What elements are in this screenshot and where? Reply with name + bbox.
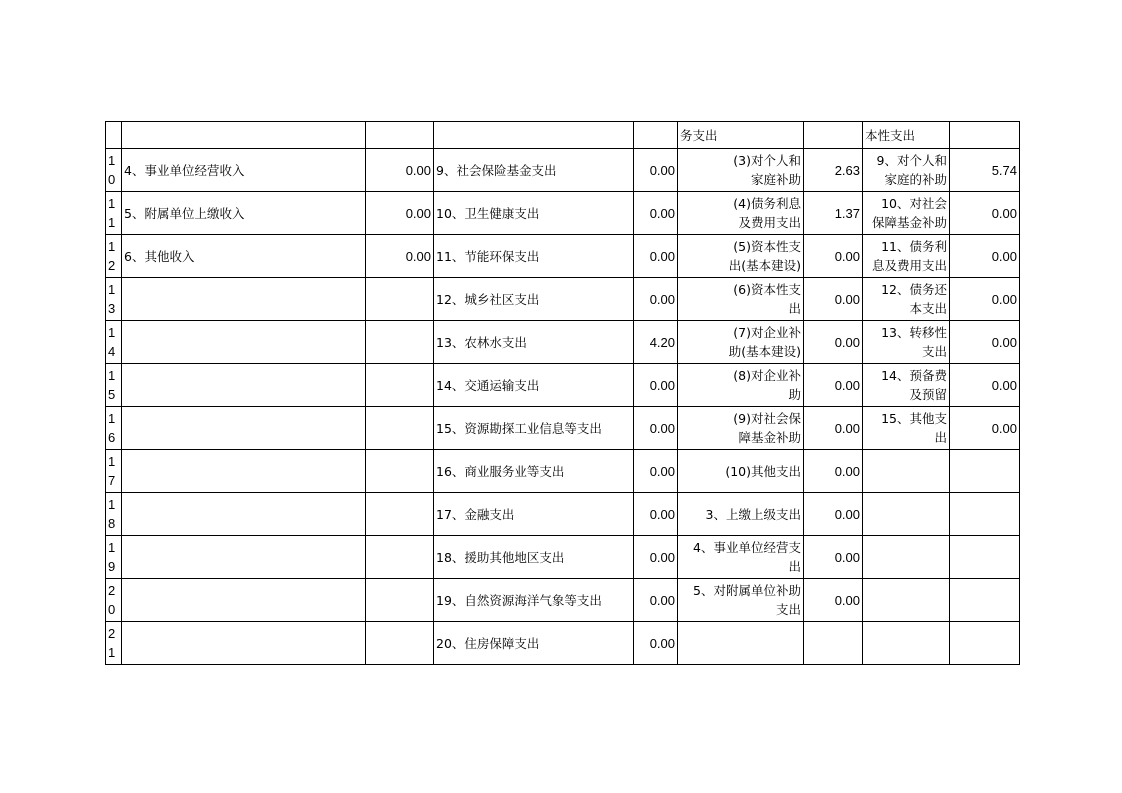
income-amount: 0.00 bbox=[366, 149, 434, 192]
expense-item: 12、城乡社区支出 bbox=[434, 278, 634, 321]
table-row bbox=[106, 192, 1020, 235]
row-index bbox=[106, 364, 122, 407]
row-index-digit: 1 bbox=[108, 368, 116, 383]
expense-amount: 0.00 bbox=[634, 622, 678, 665]
row-index bbox=[106, 235, 122, 278]
economic-amount: 0.00 bbox=[950, 364, 1020, 407]
income-item bbox=[122, 321, 366, 364]
economic-item bbox=[863, 364, 950, 407]
income-amount bbox=[366, 622, 434, 665]
economic-item-line: 出 bbox=[934, 430, 947, 445]
category-item bbox=[678, 192, 804, 235]
economic-item-line: 14、预备费 bbox=[881, 368, 947, 383]
economic-item-line: 12、债务还 bbox=[881, 282, 947, 297]
row-index bbox=[106, 450, 122, 493]
economic-item bbox=[863, 149, 950, 192]
table-row bbox=[106, 407, 1020, 450]
table-row bbox=[106, 149, 1020, 192]
expense-item: 9、社会保险基金支出 bbox=[434, 149, 634, 192]
category-item-line: 及费用支出 bbox=[738, 215, 801, 230]
category-item-line: 4、事业单位经营支 bbox=[693, 540, 801, 555]
row-index-digit: 1 bbox=[108, 411, 116, 426]
row-index-digit: 9 bbox=[108, 559, 116, 574]
category-item bbox=[678, 364, 804, 407]
category-item bbox=[678, 579, 804, 622]
category-item bbox=[678, 450, 804, 493]
expense-amount: 4.20 bbox=[634, 321, 678, 364]
income-item bbox=[122, 364, 366, 407]
row-index-digit: 3 bbox=[108, 301, 116, 316]
table-row bbox=[106, 622, 1020, 665]
row-index bbox=[106, 321, 122, 364]
header-cell-category-amount bbox=[804, 122, 863, 149]
expense-item: 10、卫生健康支出 bbox=[434, 192, 634, 235]
category-item-line: 助 bbox=[788, 387, 801, 402]
row-index-digit: 0 bbox=[108, 172, 116, 187]
header-cell-expense bbox=[434, 122, 634, 149]
row-index-digit: 7 bbox=[108, 473, 116, 488]
row-index bbox=[106, 149, 122, 192]
income-amount bbox=[366, 536, 434, 579]
economic-amount bbox=[950, 579, 1020, 622]
row-index bbox=[106, 407, 122, 450]
income-item: 6、其他收入 bbox=[122, 235, 366, 278]
income-amount bbox=[366, 407, 434, 450]
economic-amount: 0.00 bbox=[950, 235, 1020, 278]
row-index bbox=[106, 493, 122, 536]
expense-item: 16、商业服务业等支出 bbox=[434, 450, 634, 493]
income-amount: 0.00 bbox=[366, 235, 434, 278]
category-item-line: (6)资本性支 bbox=[733, 282, 801, 297]
expense-amount: 0.00 bbox=[634, 536, 678, 579]
economic-item-line: 11、债务利 bbox=[881, 239, 947, 254]
row-index-digit: 1 bbox=[108, 645, 116, 660]
economic-item bbox=[863, 192, 950, 235]
economic-item-line: 息及费用支出 bbox=[871, 258, 947, 273]
economic-item bbox=[863, 450, 950, 493]
category-item-line: 5、对附属单位补助 bbox=[693, 583, 801, 598]
expense-item: 11、节能环保支出 bbox=[434, 235, 634, 278]
category-amount: 1.37 bbox=[804, 192, 863, 235]
expense-item: 18、援助其他地区支出 bbox=[434, 536, 634, 579]
row-index bbox=[106, 536, 122, 579]
table-row bbox=[106, 536, 1020, 579]
table-row bbox=[106, 493, 1020, 536]
economic-item bbox=[863, 536, 950, 579]
table-row bbox=[106, 278, 1020, 321]
row-index-digit: 2 bbox=[108, 583, 116, 598]
economic-item bbox=[863, 321, 950, 364]
row-index-digit: 1 bbox=[108, 454, 116, 469]
expense-amount: 0.00 bbox=[634, 149, 678, 192]
expense-item: 20、住房保障支出 bbox=[434, 622, 634, 665]
table-row bbox=[106, 450, 1020, 493]
category-item-line: 出 bbox=[788, 301, 801, 316]
income-amount bbox=[366, 579, 434, 622]
header-cell-economic: 本性支出 bbox=[863, 122, 950, 149]
header-cell-expense-amount bbox=[634, 122, 678, 149]
category-amount: 0.00 bbox=[804, 450, 863, 493]
expense-amount: 0.00 bbox=[634, 364, 678, 407]
expense-amount: 0.00 bbox=[634, 493, 678, 536]
economic-item bbox=[863, 579, 950, 622]
header-cell-index bbox=[106, 122, 122, 149]
income-item bbox=[122, 450, 366, 493]
row-index-digit: 1 bbox=[108, 497, 116, 512]
economic-amount: 0.00 bbox=[950, 278, 1020, 321]
category-amount: 2.63 bbox=[804, 149, 863, 192]
row-index-digit: 2 bbox=[108, 626, 116, 641]
economic-item-line: 15、其他支 bbox=[881, 411, 947, 426]
expense-amount: 0.00 bbox=[634, 579, 678, 622]
economic-item-line: 家庭的补助 bbox=[884, 172, 947, 187]
expense-item: 15、资源勘探工业信息等支出 bbox=[434, 407, 634, 450]
row-index-digit: 6 bbox=[108, 430, 116, 445]
category-item-line: (10)其他支出 bbox=[725, 463, 801, 479]
expense-amount: 0.00 bbox=[634, 407, 678, 450]
economic-item bbox=[863, 622, 950, 665]
economic-item-line: 及预留 bbox=[909, 387, 947, 402]
table-row bbox=[106, 235, 1020, 278]
income-item bbox=[122, 493, 366, 536]
income-amount bbox=[366, 321, 434, 364]
budget-table bbox=[105, 121, 1020, 665]
economic-amount: 5.74 bbox=[950, 149, 1020, 192]
income-item: 4、事业单位经营收入 bbox=[122, 149, 366, 192]
row-index-digit: 1 bbox=[108, 196, 116, 211]
category-item-line: 出(基本建设) bbox=[728, 258, 801, 273]
economic-item bbox=[863, 235, 950, 278]
economic-amount bbox=[950, 622, 1020, 665]
row-index-digit: 4 bbox=[108, 344, 116, 359]
row-index-digit: 1 bbox=[108, 153, 116, 168]
income-item bbox=[122, 579, 366, 622]
category-amount: 0.00 bbox=[804, 278, 863, 321]
row-index-digit: 0 bbox=[108, 602, 116, 617]
expense-amount: 0.00 bbox=[634, 192, 678, 235]
economic-item-line: 本支出 bbox=[909, 301, 947, 316]
category-item bbox=[678, 536, 804, 579]
category-item-line: 障基金补助 bbox=[738, 430, 801, 445]
row-index-digit: 8 bbox=[108, 516, 116, 531]
expense-amount: 0.00 bbox=[634, 235, 678, 278]
income-item: 5、附属单位上缴收入 bbox=[122, 192, 366, 235]
category-item-line: 出 bbox=[788, 559, 801, 574]
income-amount bbox=[366, 450, 434, 493]
row-index-digit: 1 bbox=[108, 239, 116, 254]
economic-item-line: 13、转移性 bbox=[881, 325, 947, 340]
income-item bbox=[122, 622, 366, 665]
table-row bbox=[106, 579, 1020, 622]
economic-amount: 0.00 bbox=[950, 321, 1020, 364]
economic-amount bbox=[950, 493, 1020, 536]
category-amount bbox=[804, 622, 863, 665]
table-row bbox=[106, 364, 1020, 407]
header-cell-income bbox=[122, 122, 366, 149]
economic-item bbox=[863, 407, 950, 450]
category-item-line: 家庭补助 bbox=[750, 172, 801, 187]
income-amount bbox=[366, 364, 434, 407]
expense-item: 17、金融支出 bbox=[434, 493, 634, 536]
category-item-line: 支出 bbox=[775, 602, 801, 617]
category-amount: 0.00 bbox=[804, 579, 863, 622]
table-row bbox=[106, 321, 1020, 364]
header-cell-income-amount bbox=[366, 122, 434, 149]
category-item-line: (9)对社会保 bbox=[733, 411, 801, 426]
category-item bbox=[678, 493, 804, 536]
category-amount: 0.00 bbox=[804, 536, 863, 579]
economic-item-line: 支出 bbox=[921, 344, 947, 359]
row-index-digit: 5 bbox=[108, 387, 116, 402]
row-index bbox=[106, 622, 122, 665]
income-item bbox=[122, 536, 366, 579]
expense-item: 19、自然资源海洋气象等支出 bbox=[434, 579, 634, 622]
economic-item bbox=[863, 278, 950, 321]
category-item-line: (7)对企业补 bbox=[733, 325, 801, 340]
row-index-digit: 1 bbox=[108, 215, 116, 230]
expense-amount: 0.00 bbox=[634, 450, 678, 493]
header-row bbox=[106, 122, 1020, 149]
category-amount: 0.00 bbox=[804, 321, 863, 364]
economic-amount: 0.00 bbox=[950, 192, 1020, 235]
income-amount bbox=[366, 493, 434, 536]
expense-item: 14、交通运输支出 bbox=[434, 364, 634, 407]
category-item-line: (5)资本性支 bbox=[733, 239, 801, 254]
economic-item bbox=[863, 493, 950, 536]
expense-item: 13、农林水支出 bbox=[434, 321, 634, 364]
category-item-line: 助(基本建设) bbox=[728, 344, 801, 359]
category-item bbox=[678, 149, 804, 192]
economic-item-line: 10、对社会 bbox=[881, 196, 947, 211]
category-item-line: (3)对个人和 bbox=[733, 153, 801, 168]
row-index bbox=[106, 192, 122, 235]
income-item bbox=[122, 278, 366, 321]
category-item bbox=[678, 235, 804, 278]
economic-amount bbox=[950, 536, 1020, 579]
category-item-line: 3、上缴上级支出 bbox=[705, 506, 801, 522]
income-amount bbox=[366, 278, 434, 321]
row-index bbox=[106, 579, 122, 622]
category-item bbox=[678, 407, 804, 450]
table-body bbox=[106, 122, 1020, 665]
income-item bbox=[122, 407, 366, 450]
economic-item-line: 保障基金补助 bbox=[871, 215, 947, 230]
economic-item-line: 9、对个人和 bbox=[876, 153, 947, 168]
row-index-digit: 2 bbox=[108, 258, 116, 273]
category-item-line: (8)对企业补 bbox=[733, 368, 801, 383]
row-index-digit: 1 bbox=[108, 325, 116, 340]
category-amount: 0.00 bbox=[804, 364, 863, 407]
economic-amount: 0.00 bbox=[950, 407, 1020, 450]
category-item bbox=[678, 278, 804, 321]
row-index-digit: 1 bbox=[108, 540, 116, 555]
economic-amount bbox=[950, 450, 1020, 493]
header-cell-category: 务支出 bbox=[678, 122, 804, 149]
row-index bbox=[106, 278, 122, 321]
category-amount: 0.00 bbox=[804, 235, 863, 278]
category-item bbox=[678, 321, 804, 364]
category-amount: 0.00 bbox=[804, 407, 863, 450]
header-cell-economic-amount bbox=[950, 122, 1020, 149]
income-amount: 0.00 bbox=[366, 192, 434, 235]
category-item bbox=[678, 622, 804, 665]
row-index-digit: 1 bbox=[108, 282, 116, 297]
category-amount: 0.00 bbox=[804, 493, 863, 536]
expense-amount: 0.00 bbox=[634, 278, 678, 321]
category-item-line: (4)债务利息 bbox=[733, 196, 801, 211]
